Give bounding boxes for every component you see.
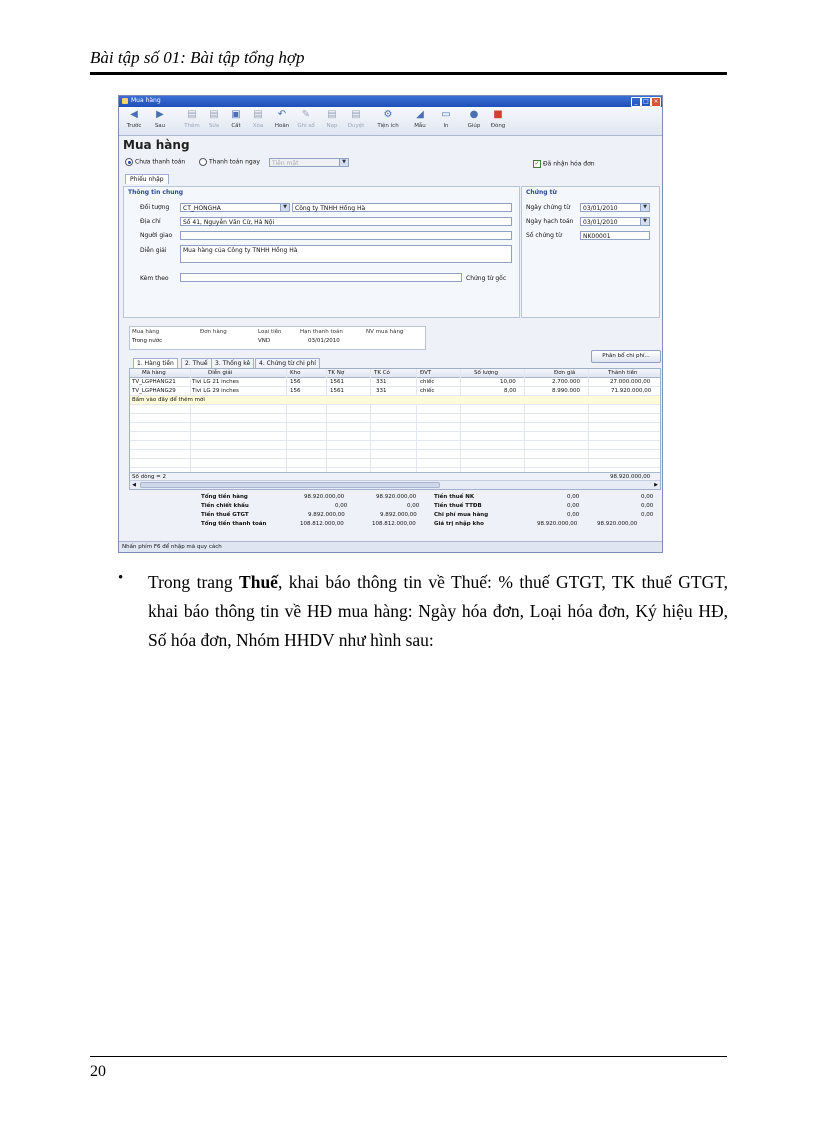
table-row — [130, 405, 660, 414]
items-grid — [129, 368, 661, 490]
toolbar-undo-button[interactable]: ↶ Hoãn — [274, 109, 290, 129]
close-window-icon[interactable]: × — [651, 97, 661, 107]
deliverer-label: Người giao — [140, 232, 173, 239]
maximize-icon[interactable]: □ — [641, 97, 651, 107]
toolbar-close-button[interactable]: ■ Đóng — [490, 109, 506, 129]
radio-dot — [199, 158, 207, 166]
minimize-icon[interactable]: _ — [631, 97, 641, 107]
deliverer-input[interactable] — [180, 231, 512, 240]
scroll-left-icon[interactable]: ◀ — [132, 482, 136, 488]
radio-paid[interactable]: Thanh toán ngay — [199, 158, 260, 166]
chevron-down-icon: ▼ — [640, 218, 649, 225]
description-label: Diễn giải — [140, 247, 167, 254]
footer-total: 98.920.000,00 — [610, 474, 651, 480]
radio-dot-selected — [125, 158, 133, 166]
info-header: NV mua hàng — [366, 329, 404, 335]
tab-thue[interactable]: 2. Thuế — [181, 358, 212, 368]
toolbar-reload-button[interactable]: ▤ Nạp — [326, 109, 338, 129]
approve-icon: ▤ — [351, 109, 361, 120]
form-title: Mua hàng — [123, 138, 190, 152]
toolbar-post-button[interactable]: ✎ Ghi sổ — [297, 109, 315, 129]
grid-header — [130, 369, 660, 378]
address-input[interactable]: Số 41, Nguyễn Văn Cừ, Hà Nội — [180, 217, 512, 226]
description-input[interactable]: Mua hàng của Công ty TNHH Hồng Hà — [180, 245, 512, 263]
attach-label: Kèm theo — [140, 275, 169, 282]
horizontal-scrollbar[interactable] — [130, 480, 660, 489]
column-header[interactable]: TK Nợ — [328, 370, 345, 376]
column-header[interactable]: Mã hàng — [142, 370, 166, 376]
tab-chung-tu-chi-phi[interactable]: 4. Chứng từ chi phí — [255, 358, 320, 368]
info-header: Loại tiền — [258, 329, 282, 335]
add-icon: ▤ — [187, 109, 197, 120]
back-arrow-icon: ◀ — [130, 109, 138, 120]
info-value[interactable]: Trong nước — [132, 338, 163, 344]
checkmark-icon: ✓ — [534, 160, 540, 167]
toolbar-add-button[interactable]: ▤ Thêm — [184, 109, 200, 129]
post-icon: ✎ — [301, 109, 311, 120]
info-header: Mua hàng — [132, 329, 160, 335]
window-titlebar — [119, 96, 662, 107]
save-icon: ▣ — [231, 109, 241, 120]
page-number: 20 — [90, 1063, 106, 1080]
payment-method-select[interactable]: Tiền mặt ▼ — [269, 158, 349, 167]
chevron-down-icon: ▼ — [339, 159, 348, 166]
scroll-right-icon[interactable]: ▶ — [654, 482, 658, 488]
edit-icon: ▤ — [209, 109, 219, 120]
footer-rule — [90, 1056, 727, 1057]
toolbar-delete-button[interactable]: ▤ Xóa — [252, 109, 264, 129]
object-label: Đối tượng — [140, 204, 170, 211]
column-header[interactable]: Đơn giá — [554, 370, 576, 376]
table-row — [130, 450, 660, 459]
close-icon: ■ — [493, 109, 503, 120]
tab-thong-ke[interactable]: 3. Thống kê — [211, 358, 254, 368]
print-icon: ▭ — [441, 109, 451, 120]
window-title: Mua hàng — [131, 97, 161, 104]
toolbar-save-button[interactable]: ▣ Cất — [231, 109, 241, 129]
status-bar: Nhấn phím F6 để nhập mã quy cách — [119, 541, 662, 552]
table-row — [130, 423, 660, 432]
table-row — [130, 459, 660, 468]
toolbar-print-button[interactable]: ▭ In — [441, 109, 451, 129]
header-rule — [90, 72, 727, 75]
toolbar-prev-button[interactable]: ◀ Trước — [126, 109, 142, 129]
column-header[interactable]: TK Có — [374, 370, 390, 376]
address-label: Địa chỉ — [140, 218, 161, 225]
voucher-group — [521, 186, 660, 318]
voucher-no-input[interactable]: NK00001 — [580, 231, 650, 240]
toolbar-next-button[interactable]: ▶ Sau — [154, 109, 166, 129]
tools-icon: ⚙ — [383, 109, 393, 120]
toolbar — [119, 107, 662, 136]
paragraph-bold: Thuế — [239, 572, 278, 592]
chevron-down-icon: ▼ — [640, 204, 649, 211]
column-header[interactable]: Thành tiền — [608, 370, 638, 376]
info-header: Hạn thanh toán — [300, 329, 343, 335]
undo-icon: ↶ — [277, 109, 287, 120]
column-header[interactable]: Diễn giải — [208, 370, 233, 376]
voucher-date-input[interactable]: 03/01/2010 ▼ — [580, 203, 650, 212]
toolbar-template-button[interactable]: ◢ Mẫu — [414, 109, 426, 129]
tab-phieu-nhap[interactable]: Phiếu nhập — [125, 174, 169, 184]
paragraph-text: Trong trang — [148, 572, 240, 592]
tab-hang-tien[interactable]: 1. Hàng tiền — [133, 358, 178, 368]
general-info-group — [123, 186, 520, 318]
info-value[interactable]: VND — [258, 338, 271, 344]
column-header[interactable]: Số lượng — [474, 370, 498, 376]
scroll-thumb[interactable] — [140, 482, 440, 488]
forward-arrow-icon: ▶ — [156, 109, 164, 120]
allocate-cost-button[interactable]: Phân bổ chi phí... — [591, 350, 661, 363]
toolbar-help-button[interactable]: ● Giúp — [467, 109, 481, 129]
attach-input[interactable] — [180, 273, 462, 282]
invoice-received-checkbox[interactable]: ✓ Đã nhận hóa đơn — [534, 160, 595, 168]
voucher-title: Chứng từ — [526, 189, 557, 196]
table-row — [130, 441, 660, 450]
refresh-icon: ▤ — [327, 109, 337, 120]
toolbar-tools-button[interactable]: ⚙ Tiện ích — [377, 109, 399, 129]
original-docs-label: Chứng từ gốc — [466, 275, 507, 282]
posting-date-label: Ngày hạch toán — [526, 218, 574, 225]
general-info-title: Thông tin chung — [128, 189, 184, 196]
info-header: Đơn hàng — [200, 329, 227, 335]
toolbar-edit-button[interactable]: ▤ Sửa — [208, 109, 220, 129]
posting-date-input[interactable]: 03/01/2010 ▼ — [580, 217, 650, 226]
object-code-input[interactable]: CT_HONGHA ▼ — [180, 203, 290, 212]
table-row — [130, 414, 660, 423]
screenshot-window: Mua hàng _ □ × ◀ Trước ▶ Sau ▤ Thêm ▤ Sửa ▣ Cất ▤ Xóa ↶ Hoãn ✎ Ghi sổ ▤ Nạp ▤ Duyệt ⚙ Tiện ích ◢ Mẫu ▭ In ● Giúp ■ Đóng Mua hàng Chưa thanh toán Thanh toán ngay Tiền mặt ▼ ✓ Đã nhận hóa đơn Phiếu nhập Thông tin chung Đối tượng CT_HONGHA ▼ Công ty TNHH Hồng Hà Địa chỉ Số 41, Nguyễn Văn Cừ, Hà Nội Người giao Diễn giải Mua hàng của Công ty TNHH Hồng Hà Kèm theo Chứng từ gốc Chứng từ Ngày chứng từ 03/01/2010 ▼ Ngày hạch toán 03/01/2010 ▼ Số chứng từ NK00001 Mua hàng Đơn hàng Loại tiền Hạn thanh toán NV mua hàng Trong nước VND 03/01/2010 1. Hàng tiền 2. Thuế 3. Thống kê 4. Chứng từ chi phí Phân bổ chi phí... Mã hàng Diễn giải Kho TK Nợ TK Có ĐVT Số lượng Đơn giá Thành tiền TV_LGPHANG21 Tivi LG 21 inches 156 1561 331 chiếc 10,00 2.700.000 27.000.000,00 TV_LGPHANG29 Tivi LG 29 inches 156 1561 331 chiếc 8,00 8.990.000 71.920.000,00 Bấm vào đây để thêm mới Số dòng = 2 98.920.000,00 ◀ ▶ Tổng tiền hàng 98.920.000,00 98.920.000,00 Tiền chiết khấu 0,00 0,00 Tiền thuế GTGT 9.892.000,00 9.892.000,00 Tổng tiền thanh toán 108.812.000,00 108.812.000,00 Tiền thuế NK 0,00 0,00 Tiền thuế TTĐB 0,00 0,00 Chi phí mua hàng 0,00 0,00 Giá trị nhập kho 98.920.000,00 98.920.000,00 Nhấn phím F6 để nhập mã quy cách — [118, 95, 663, 553]
add-new-row[interactable]: Bấm vào đây để thêm mới — [130, 396, 660, 405]
table-row[interactable]: TV_LGPHANG29 Tivi LG 29 inches 156 1561 331 chiếc 8,00 8.990.000 71.920.000,00 — [130, 387, 660, 396]
table-row — [130, 432, 660, 441]
toolbar-approve-button[interactable]: ▤ Duyệt — [347, 109, 365, 129]
column-header[interactable]: Kho — [290, 370, 301, 376]
delete-icon: ▤ — [253, 109, 263, 120]
column-header[interactable]: ĐVT — [420, 370, 432, 376]
chevron-down-icon: ▼ — [280, 204, 289, 211]
body-paragraph — [148, 568, 728, 655]
radio-unpaid[interactable]: Chưa thanh toán — [125, 158, 185, 166]
bullet-icon: • — [118, 570, 124, 586]
info-value[interactable]: 03/01/2010 — [308, 338, 340, 344]
object-name-input[interactable]: Công ty TNHH Hồng Hà — [292, 203, 512, 212]
help-icon: ● — [469, 109, 479, 120]
table-row[interactable]: TV_LGPHANG21 Tivi LG 21 inches 156 1561 331 chiếc 10,00 2.700.000 27.000.000,00 — [130, 378, 660, 387]
voucher-no-label: Số chứng từ — [526, 232, 562, 239]
paragraph-text: , khai báo thông tin về Thuế: % thuế GTGT, TK thuế GTGT, khai báo thông tin về HĐ mua hàng: Ngày hóa đơn, Loại hóa đơn, Ký hiệu HĐ, Số hóa đơn, Nhóm HHDV như hình sau: — [148, 572, 728, 650]
app-icon — [122, 98, 128, 104]
voucher-date-label: Ngày chứng từ — [526, 204, 571, 211]
template-icon: ◢ — [416, 109, 424, 120]
purchase-info-bar — [129, 326, 426, 350]
row-count: Số dòng = 2 — [132, 474, 167, 480]
page-header-title: Bài tập số 01: Bài tập tổng hợp — [90, 48, 305, 67]
